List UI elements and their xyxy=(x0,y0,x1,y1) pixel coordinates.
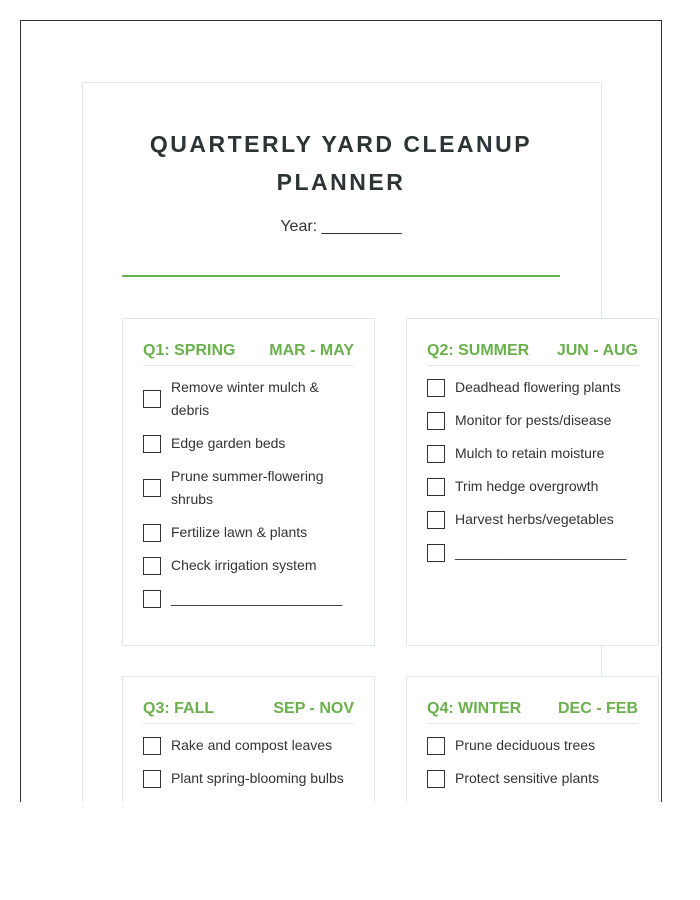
task-label: Remove winter mulch & debris xyxy=(171,379,319,418)
task-checkbox[interactable] xyxy=(427,544,445,562)
quarter-name: Q4: WINTER xyxy=(427,700,522,717)
task-label: Prune deciduous trees xyxy=(455,737,596,753)
task-item xyxy=(143,465,354,511)
task-label: Prune summer-flowering shrubs xyxy=(171,468,324,507)
task-checkbox[interactable] xyxy=(143,524,161,542)
task-item xyxy=(427,475,638,498)
task-checkbox[interactable] xyxy=(427,737,445,755)
quarter-card-q1 xyxy=(122,318,375,646)
title-divider xyxy=(122,275,560,277)
task-item xyxy=(143,521,354,544)
task-checkbox[interactable] xyxy=(427,445,445,463)
task-label: Mulch to retain moisture xyxy=(455,445,605,461)
blank-task-line[interactable]: ______________________ xyxy=(171,590,343,606)
task-checkbox[interactable] xyxy=(143,557,161,575)
task-item xyxy=(427,767,638,790)
quarter-months: MAR - MAY xyxy=(269,342,354,359)
quarter-card-q4 xyxy=(406,676,659,802)
task-label: Trim hedge overgrowth xyxy=(455,478,599,494)
task-item xyxy=(143,432,354,455)
task-label: Edge garden beds xyxy=(171,435,286,451)
quarter-header xyxy=(143,700,354,724)
task-checkbox[interactable] xyxy=(143,737,161,755)
task-item xyxy=(427,376,638,399)
quarter-months: JUN - AUG xyxy=(556,342,638,359)
quarter-header xyxy=(427,342,638,366)
task-list xyxy=(143,376,354,610)
task-checkbox[interactable] xyxy=(427,511,445,529)
quarter-name: Q2: SUMMER xyxy=(427,342,530,359)
task-item xyxy=(427,409,638,432)
year-field: Year: _________ xyxy=(280,218,402,235)
quarter-name: Q3: FALL xyxy=(143,700,215,717)
task-checkbox[interactable] xyxy=(427,478,445,496)
task-item-blank xyxy=(143,587,354,610)
task-label: Plant spring-blooming bulbs xyxy=(171,770,344,786)
quarter-header xyxy=(143,342,354,366)
page-title: QUARTERLY YARD CLEANUP PLANNER xyxy=(149,131,533,195)
task-label: Harvest herbs/vegetables xyxy=(455,511,614,527)
task-list xyxy=(143,734,354,790)
task-item xyxy=(143,376,354,422)
task-label: Check irrigation system xyxy=(171,557,317,573)
quarter-months: SEP - NOV xyxy=(273,700,354,717)
task-checkbox[interactable] xyxy=(143,390,161,408)
quarter-card-q2 xyxy=(406,318,659,646)
page-frame xyxy=(20,20,662,802)
blank-task-line[interactable]: ______________________ xyxy=(455,544,627,560)
task-checkbox[interactable] xyxy=(427,412,445,430)
quarter-months: DEC - FEB xyxy=(558,700,638,717)
task-checkbox[interactable] xyxy=(143,435,161,453)
task-list xyxy=(427,734,638,790)
task-label: Rake and compost leaves xyxy=(171,737,333,753)
task-item xyxy=(427,734,638,757)
task-item-blank xyxy=(427,541,638,564)
task-checkbox[interactable] xyxy=(427,379,445,397)
task-checkbox[interactable] xyxy=(427,770,445,788)
task-checkbox[interactable] xyxy=(143,770,161,788)
task-checkbox[interactable] xyxy=(143,479,161,497)
task-list xyxy=(427,376,638,564)
quarter-card-q3 xyxy=(122,676,375,802)
quarter-header xyxy=(427,700,638,724)
task-label: Protect sensitive plants xyxy=(455,770,599,786)
task-item xyxy=(427,442,638,465)
quarter-name: Q1: SPRING xyxy=(143,342,236,359)
task-checkbox[interactable] xyxy=(143,590,161,608)
task-label: Deadhead flowering plants xyxy=(455,379,621,395)
task-item xyxy=(427,508,638,531)
task-item xyxy=(143,767,354,790)
task-item xyxy=(143,554,354,577)
task-label: Fertilize lawn & plants xyxy=(171,524,308,540)
task-label: Monitor for pests/disease xyxy=(455,412,612,428)
task-item xyxy=(143,734,354,757)
